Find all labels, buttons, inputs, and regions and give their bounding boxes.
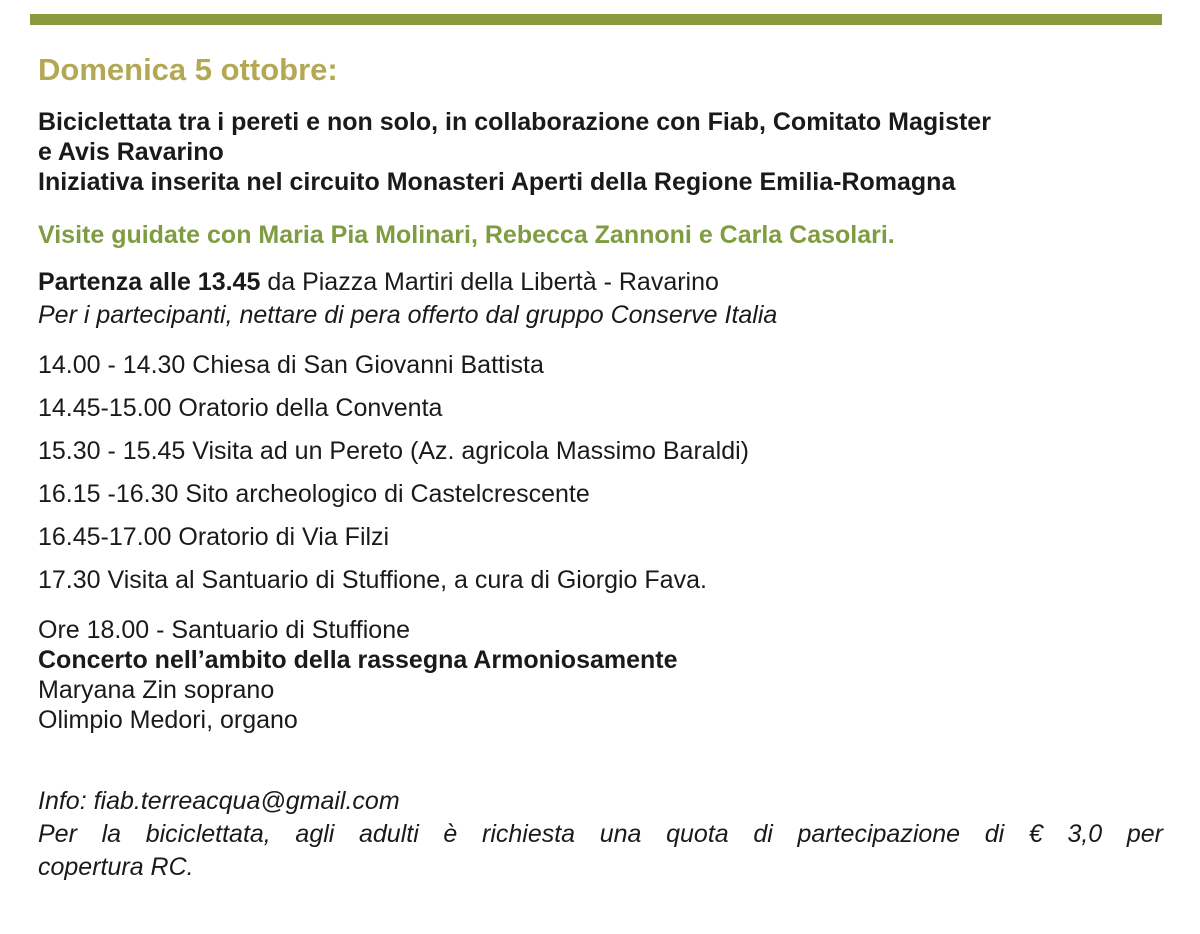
schedule-list bbox=[38, 352, 1163, 593]
intro-line-1: Biciclettata tra i pereti e non solo, in collaborazione con Fiab, Comitato Magister bbox=[38, 108, 991, 136]
guides-line: Visite guidate con Maria Pia Molinari, Rebecca Zannoni e Carla Casolari. bbox=[38, 221, 895, 249]
concert-title: Concerto nell’ambito della rassegna Armoniosamente bbox=[38, 646, 678, 674]
schedule-item-3: 15.30 - 15.45 Visita ad un Pereto (Az. agricola Massimo Baraldi) bbox=[38, 437, 750, 465]
fee-line-1: Per la biciclettata, agli adulti è richiesta una quota di partecipazione di € 3,0 per bbox=[38, 820, 1163, 848]
info-block bbox=[38, 785, 1163, 884]
departure-place: da Piazza Martiri della Libertà - Ravarino bbox=[260, 268, 719, 296]
departure-line bbox=[38, 266, 1163, 299]
schedule-item-6: 17.30 Visita al Santuario di Stuffione, a cura di Giorgio Fava. bbox=[38, 566, 707, 594]
intro-line-2: e Avis Ravarino bbox=[38, 138, 224, 166]
flyer-content bbox=[38, 0, 1163, 884]
schedule-item-2: 14.45-15.00 Oratorio della Conventa bbox=[38, 394, 443, 422]
intro-line-3: Iniziativa inserita nel circuito Monasteri Aperti della Regione Emilia-Romagna bbox=[38, 168, 956, 196]
departure-block bbox=[38, 266, 1163, 332]
concert-block bbox=[38, 615, 1163, 735]
concert-time-line: Ore 18.00 - Santuario di Stuffione bbox=[38, 616, 410, 644]
schedule-item-1: 14.00 - 14.30 Chiesa di San Giovanni Battista bbox=[38, 351, 544, 379]
fee-line-2: copertura RC. bbox=[38, 853, 194, 881]
participants-note: Per i partecipanti, nettare di pera offerto dal gruppo Conserve Italia bbox=[38, 301, 778, 329]
intro-block bbox=[38, 107, 1163, 197]
schedule-item-4: 16.15 -16.30 Sito archeologico di Castelcrescente bbox=[38, 480, 590, 508]
concert-performer-1: Maryana Zin soprano bbox=[38, 676, 275, 704]
date-heading: Domenica 5 ottobre: bbox=[38, 52, 338, 87]
schedule-item-5: 16.45-17.00 Oratorio di Via Filzi bbox=[38, 523, 390, 551]
info-email-line: Info: fiab.terreacqua@gmail.com bbox=[38, 787, 400, 815]
concert-performer-2: Olimpio Medori, organo bbox=[38, 706, 298, 734]
departure-time: Partenza alle 13.45 bbox=[38, 268, 261, 296]
